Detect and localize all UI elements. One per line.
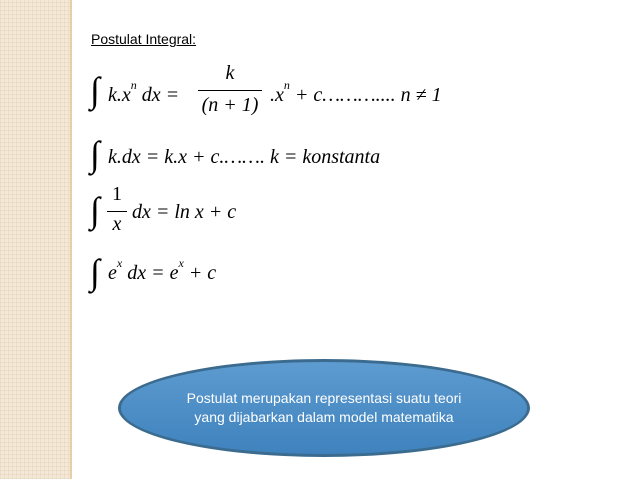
- formula-1-lhs: $k.x^n$ dx =: [108, 78, 180, 106]
- left-decorative-bar: [0, 0, 70, 479]
- postulat-callout: [118, 359, 530, 457]
- formula-4-text: $e^x$ dx = $e^x + c$: [108, 256, 217, 284]
- integral-sign: ∫: [90, 70, 100, 110]
- formula-2-text: k.dx = k.x + c.……. k = konstanta: [108, 146, 381, 168]
- integral-sign: ∫: [90, 134, 100, 174]
- slide-heading: Postulat Integral:: [91, 31, 197, 47]
- fraction-bar: [107, 211, 127, 212]
- formula-3-denominator: x: [112, 213, 122, 235]
- formula-1-rhs: $.x^n$ + c……….... n ≠ 1: [270, 78, 442, 106]
- formula-1-denominator: (n + 1): [201, 94, 259, 116]
- fraction-bar: [198, 90, 262, 91]
- callout-text: Postulat merupakan representasi suatu teori yang dijabarkan dalam model matematika: [186, 390, 462, 425]
- formula-3-numerator: 1: [112, 183, 122, 205]
- integral-sign: ∫: [90, 252, 100, 292]
- formula-1-numerator: k: [225, 62, 235, 84]
- integral-sign: ∫: [90, 190, 100, 230]
- left-divider-line: [70, 0, 72, 479]
- formula-3-text: dx = ln x + c: [132, 201, 237, 223]
